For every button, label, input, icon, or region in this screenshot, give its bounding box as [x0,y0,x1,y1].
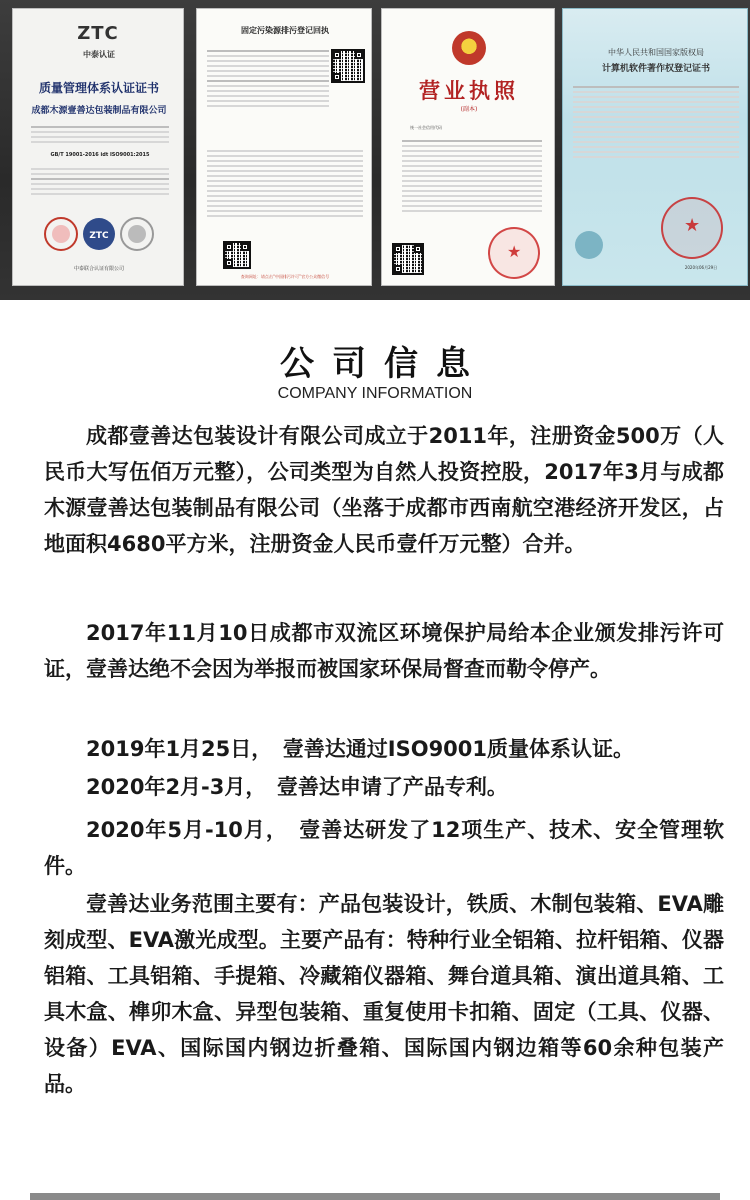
ztc-logo: ZTC [77,23,119,44]
iso-certification-paragraph: 2019年1月25日， 壹善达通过ISO9001质量体系认证。 [86,737,635,761]
business-license-image [381,8,555,286]
next-image-edge [30,1193,720,1200]
patent-paragraph: 2020年2月-3月， 壹善达申请了产品专利。 [86,775,508,799]
pollution-permit-paragraph: 2017年11月10日成都市双流区环境保护局给本企业颁发排污许可证，壹善达绝不会因为举报而被国家环保局督查而勒令停产。 [44,621,724,681]
company-info-subtitle: COMPANY INFORMATION [277,385,473,402]
quality-certificate-company: 成都木源壹善达包装制品有限公司 [31,106,167,116]
quality-certificate-issuer: 中泰联合认证有限公司 [73,266,124,272]
copyright-certificate-authority: 中华人民共和国国家版权局 [608,48,704,57]
quality-certificate-title: 质量管理体系认证证书 [38,81,159,95]
red-seal-icon [488,227,540,279]
pollution-registration-info [207,47,329,110]
software-paragraph: 2020年5月-10月， 壹善达研发了12项生产、技术、安全管理软件。 [44,818,724,878]
business-license-subtitle: (副本) [460,106,478,113]
pollution-registration-footer: 查询网址：请点击“中国排污许可”官方公众微信号 [240,274,330,279]
pollution-registration-body [207,147,363,220]
business-scope-paragraph: 壹善达业务范围主要有：产品包装设计，铁质、木制包装箱、EVA雕刻成型、EVA激光成型。主要产品有：特种行业全铝箱、拉杆铝箱、仪器铝箱、工具铝箱、手提箱、冷藏箱仪器箱、舞台道具箱、演出道具箱、工具木盒、榫卯木盒、异型包装箱、重复使用卡扣箱、固定（工具、仪器、设备）EVA、国际国内钢边折叠箱、国际国内钢边箱等60余种包装产品。 [44,892,724,1096]
national-emblem-icon [452,31,486,65]
business-license-body [402,137,542,215]
quality-certificate-details [31,165,169,198]
copyright-certificate-date: 2020年06月29日 [684,265,718,270]
copyright-logo-icon [575,231,603,259]
software-copyright-image [562,8,748,286]
certification-seals-icon [43,214,155,254]
pollution-registration-image [196,8,372,286]
pollution-registration-title: 固定污染源排污登记回执 [241,26,329,35]
qr-code-icon [223,241,251,269]
qr-code-icon [392,243,424,275]
business-license-code-label: 统一社会信用代码 [410,125,442,130]
quality-certificate-standard: GB/T 19001-2016 idt ISO9001:2015 [50,152,150,158]
business-license-title: 营业执照 [419,78,519,103]
red-seal-icon [661,197,723,259]
copyright-certificate-body [573,83,739,161]
certificate-strip [0,0,750,300]
copyright-certificate-title: 计算机软件著作权登记证书 [601,64,710,74]
svg-text:ZTC: ZTC [89,231,109,241]
company-info-title: 公司信息 [280,344,488,384]
ztc-logo-subtitle: 中泰认证 [83,50,115,59]
quality-certificate-body [31,123,169,146]
quality-certificate-image [12,8,184,286]
company-history-paragraph: 成都壹善达包装设计有限公司成立于2011年，注册资金500万（人民币大写伍佰万元整），公司类型为自然人投资控股，2017年3月与成都木源壹善达包装制品有限公司（坐落于成都市西南航空港经济开发区，占地面积4680平方米，注册资金人民币壹仟万元整）合并。 [44,424,724,556]
qr-code-icon [331,49,365,83]
